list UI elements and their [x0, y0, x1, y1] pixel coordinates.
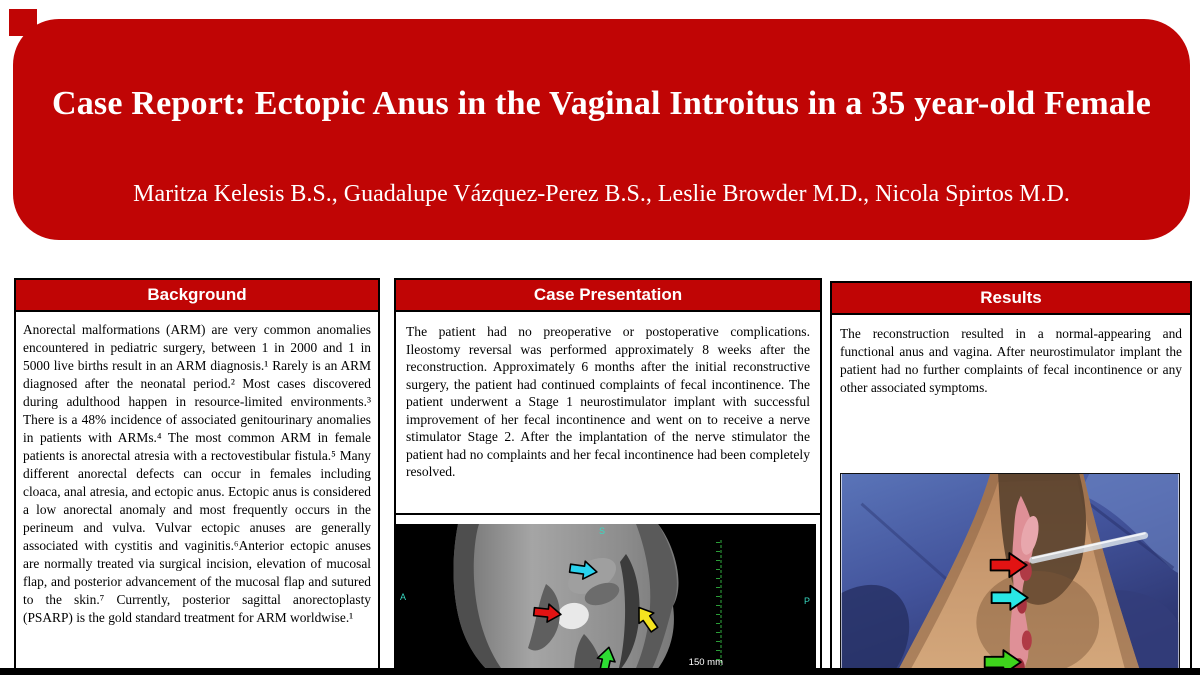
bottom-crop-bar	[0, 668, 1200, 675]
section-results-text: The reconstruction resulted in a normal-appearing and functional anus and vagina. After neurostimulator implant the patient had no further complaints of fecal incontinence or any other associated symptoms.	[840, 326, 1182, 395]
clinical-photo	[841, 474, 1179, 675]
section-results	[830, 281, 1192, 675]
section-background-header: Background	[16, 280, 378, 312]
section-case-presentation-header: Case Presentation	[396, 280, 820, 312]
mri-figure	[396, 524, 816, 675]
section-results-header: Results	[832, 283, 1190, 315]
mri-image	[396, 524, 816, 675]
mri-label-posterior: P	[804, 596, 811, 606]
section-background-text: Anorectal malformations (ARM) are very common anomalies encountered in pediatric surgery, between 1 in 2000 and 1 in 5000 live births result in an ARM diagnosis.¹ Rarely is an ARM diagnosed after the neonatal period.² Most cases discovered during adulthood happen in resource-limited environments.³ There is a 48% incidence of associated genitourinary anomalies in patients with ARMs.⁴ The most common ARM in female patients is anorectal atresia with a rectovestibular fistula.⁵ Many different anorectal defects can occur in females including cloaca, anal atresia, and ectopic anus. Ectopic anus is considered a low anorectal anomaly and most frequently occurs in the perineum and vulva. Vulvar ectopic anuses are generally associated with cystitis and vaginitis.⁶Anterior ectopic anuses are normally treated via surgical incision, elevation of mucosal flap, and posterior advancement of the mucosal flap and sutured to the skin.⁷ Currently, posterior sagittal anorectoplasty (PSARP) is the gold standard treatment for ARM worldwise.¹	[23, 322, 371, 625]
mri-scale-label: 150 mm	[688, 657, 723, 668]
section-case-presentation	[394, 278, 822, 675]
poster-authors: Maritza Kelesis B.S., Guadalupe Vázquez-Perez B.S., Leslie Browder M.D., Nicola Spirtos M.D.	[133, 181, 1070, 207]
clinical-photo-figure	[840, 473, 1180, 675]
poster-header-banner	[13, 19, 1190, 240]
section-background	[14, 278, 380, 675]
poster-title: Case Report: Ectopic Anus in the Vaginal Introitus in a 35 year-old Female	[51, 85, 1152, 122]
mri-label-anterior: A	[400, 592, 407, 602]
section-case-presentation-text: The patient had no preoperative or postoperative complications. Ileostomy reversal was performed approximately 8 weeks after the reconstruction. Approximately 6 months after the initial reconstructive surgery, the patient had continued complaints of fecal incontinence. The patient underwent a Stage 1 neurostimulator implant with successful improvement of her fecal incontinence and went on to receive a nerve stimulator Stage 2. After the implantation of the nerve stimulator the patient had no complaints and her fecal incontinence had been completely resolved.	[396, 312, 820, 515]
mri-label-superior: S	[598, 526, 606, 536]
